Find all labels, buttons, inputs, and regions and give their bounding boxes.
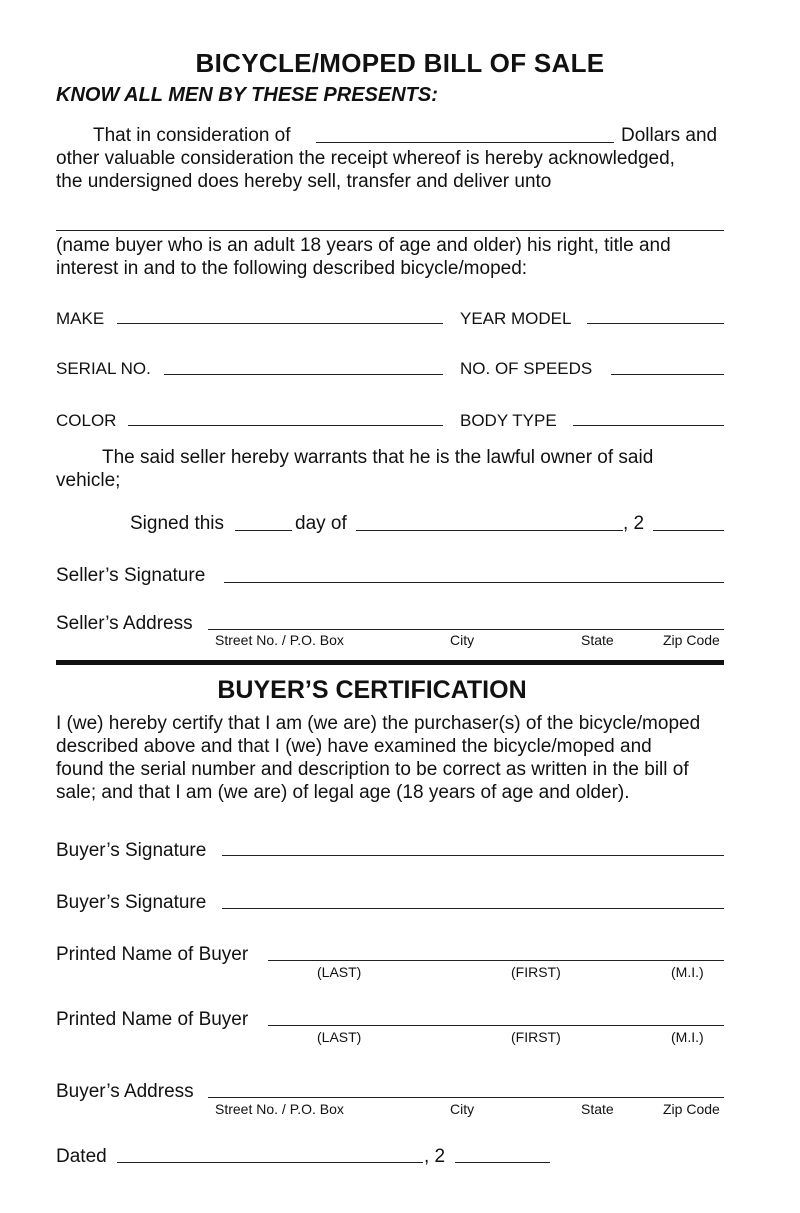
printed-name2-field[interactable] bbox=[268, 1025, 724, 1026]
printed-name2-label: Printed Name of Buyer bbox=[56, 1009, 249, 1030]
color-label: COLOR bbox=[56, 411, 117, 430]
cert-line4: sale; and that I am (we are) of legal age (18 years of age and older). bbox=[56, 782, 630, 803]
printed-name1-field[interactable] bbox=[268, 960, 724, 961]
year-model-label: YEAR MODEL bbox=[460, 309, 572, 328]
color-field[interactable] bbox=[128, 425, 443, 426]
dated-field[interactable] bbox=[117, 1162, 423, 1163]
printed-name1-label: Printed Name of Buyer bbox=[56, 944, 249, 965]
dated-label: Dated bbox=[56, 1146, 107, 1167]
dated-year-field[interactable] bbox=[455, 1162, 550, 1163]
year-model-field[interactable] bbox=[587, 323, 724, 324]
serial-no-label: SERIAL NO. bbox=[56, 359, 151, 378]
seller-address-field[interactable] bbox=[208, 629, 724, 630]
section-divider bbox=[56, 660, 724, 665]
intro-line1-start: That in consideration of bbox=[93, 125, 291, 146]
make-field[interactable] bbox=[117, 323, 443, 324]
buyer-signature1-field[interactable] bbox=[222, 855, 724, 856]
buyer-desc-line1: (name buyer who is an adult 18 years of age and older) his right, title and bbox=[56, 235, 671, 256]
signed-year-field[interactable] bbox=[653, 530, 724, 531]
body-type-label: BODY TYPE bbox=[460, 411, 557, 430]
seller-state-caption: State bbox=[581, 632, 614, 648]
signed-year-prefix: , 2 bbox=[623, 513, 645, 534]
printed-name1-mi-caption: (M.I.) bbox=[671, 964, 704, 980]
seller-city-caption: City bbox=[450, 632, 475, 648]
cert-line1: I (we) hereby certify that I am (we are) the purchaser(s) of the bicycle/moped bbox=[56, 713, 701, 734]
intro-line2: other valuable consideration the receipt whereof is hereby acknowledged, bbox=[56, 148, 675, 169]
buyer-signature2-label: Buyer’s Signature bbox=[56, 892, 207, 913]
buyer-address-field[interactable] bbox=[208, 1097, 724, 1098]
no-of-speeds-field[interactable] bbox=[611, 374, 724, 375]
cert-line2: described above and that I (we) have examined the bicycle/moped and bbox=[56, 736, 652, 757]
buyer-name-field[interactable] bbox=[56, 230, 724, 231]
seller-signature-field[interactable] bbox=[224, 582, 724, 583]
buyer-zip-caption: Zip Code bbox=[663, 1101, 720, 1117]
warranty-line1: The said seller hereby warrants that he is the lawful owner of said bbox=[102, 447, 654, 468]
buyer-city-caption: City bbox=[450, 1101, 475, 1117]
no-of-speeds-label: NO. OF SPEEDS bbox=[460, 359, 593, 378]
printed-name2-last-caption: (LAST) bbox=[317, 1029, 362, 1045]
buyer-street-caption: Street No. / P.O. Box bbox=[215, 1101, 344, 1117]
day-of-label: day of bbox=[295, 513, 347, 534]
document-subtitle: KNOW ALL MEN BY THESE PRESENTS: bbox=[56, 84, 438, 106]
cert-line3: found the serial number and description to be correct as written in the bill of bbox=[56, 759, 689, 780]
buyer-address-label: Buyer’s Address bbox=[56, 1081, 194, 1102]
document-title: BICYCLE/MOPED BILL OF SALE bbox=[195, 48, 605, 78]
intro-line1-end: Dollars and bbox=[621, 125, 718, 146]
printed-name2-mi-caption: (M.I.) bbox=[671, 1029, 704, 1045]
warranty-line2: vehicle; bbox=[56, 470, 121, 491]
buyer-desc-line2: interest in and to the following described bicycle/moped: bbox=[56, 258, 528, 279]
seller-zip-caption: Zip Code bbox=[663, 632, 720, 648]
signed-this-label: Signed this bbox=[130, 513, 225, 534]
signed-day-field[interactable] bbox=[235, 530, 292, 531]
buyer-signature1-label: Buyer’s Signature bbox=[56, 840, 207, 861]
seller-street-caption: Street No. / P.O. Box bbox=[215, 632, 344, 648]
signed-month-field[interactable] bbox=[356, 530, 623, 531]
consideration-amount-field[interactable] bbox=[316, 142, 614, 143]
printed-name1-last-caption: (LAST) bbox=[317, 964, 362, 980]
seller-address-label: Seller’s Address bbox=[56, 613, 193, 634]
buyer-certification-heading: BUYER’S CERTIFICATION bbox=[217, 676, 527, 704]
make-label: MAKE bbox=[56, 309, 105, 328]
printed-name2-first-caption: (FIRST) bbox=[511, 1029, 561, 1045]
serial-no-field[interactable] bbox=[164, 374, 443, 375]
seller-signature-label: Seller’s Signature bbox=[56, 565, 206, 586]
body-type-field[interactable] bbox=[573, 425, 724, 426]
buyer-signature2-field[interactable] bbox=[222, 908, 724, 909]
buyer-state-caption: State bbox=[581, 1101, 614, 1117]
intro-line3: the undersigned does hereby sell, transfer and deliver unto bbox=[56, 171, 552, 192]
printed-name1-first-caption: (FIRST) bbox=[511, 964, 561, 980]
dated-year-prefix: , 2 bbox=[424, 1146, 446, 1167]
